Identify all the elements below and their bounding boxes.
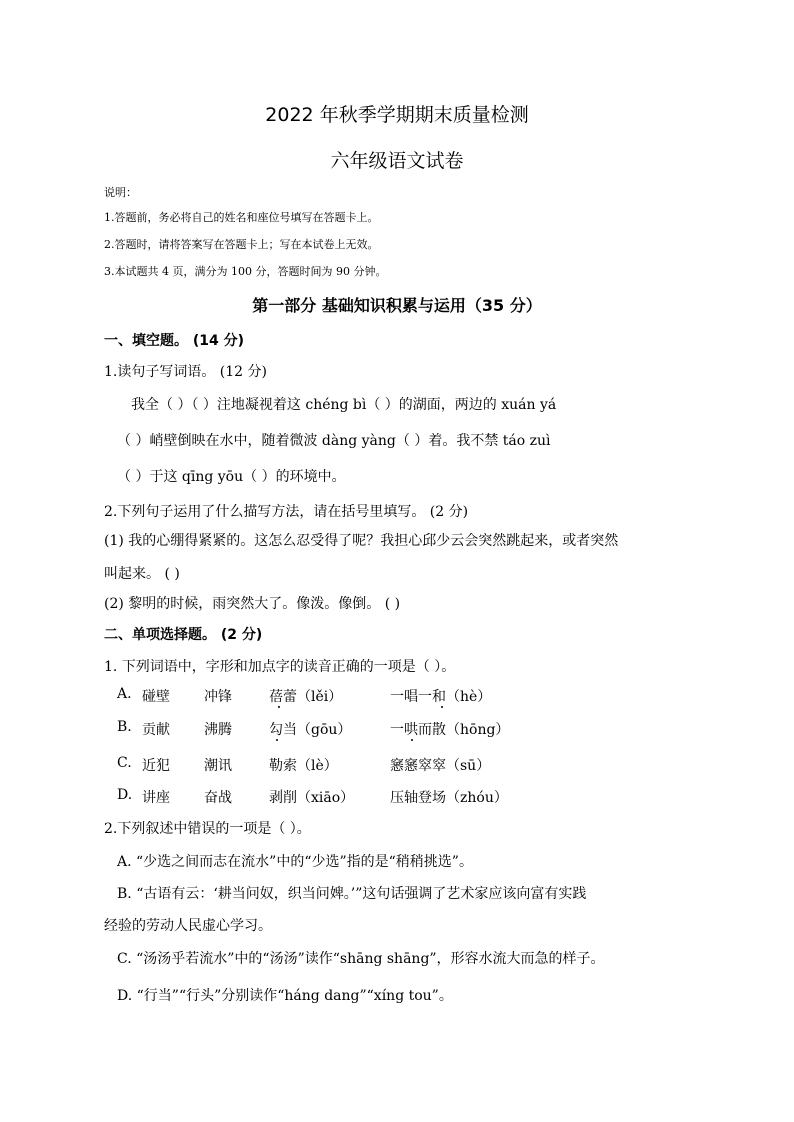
note-item: 3.本试题共 4 页，满分为 100 分，答题时间为 90 分钟。 [104, 265, 387, 278]
section-heading-fill-in: 一、填空题。 (14 分) [104, 333, 245, 349]
question-line: （ ）于这 qīng yōu（ ）的环境中。 [117, 469, 346, 485]
option-word: 近犯 [142, 758, 170, 774]
option-line: C. “汤汤乎若流水”中的“汤汤”读作“shāng shāng”，形容水流大而急的样子。 [117, 951, 605, 967]
option-word: 沸腾 [204, 722, 232, 738]
exam-subtitle: 六年级语文试卷 [330, 150, 464, 172]
option-line: A. “少选之间而志在流水”中的“少选”指的是“稍稍挑选”。 [117, 854, 473, 870]
note-item: 2.答题时，请将答案写在答题卡上；写在本试卷上无效。 [104, 238, 379, 251]
option-word: 讲座 [142, 790, 170, 806]
question-stem: 1.读句子写词语。 (12 分) [104, 364, 267, 380]
section-heading-single-choice: 二、单项选择题。 (2 分) [104, 627, 263, 643]
option-letter: D. [117, 787, 133, 803]
option-word: 勾当（gōu） [269, 722, 352, 738]
emphasis-dot [441, 706, 443, 708]
option-word: 蓓蕾（lěi） [269, 689, 343, 705]
option-letter: C. [117, 755, 132, 771]
question-stem: 2.下列叙述中错误的一项是（ ）。 [104, 821, 311, 837]
question-stem: 2.下列句子运用了什么描写方法，请在括号里填写。 (2 分) [104, 504, 469, 520]
option-word: 潮讯 [204, 758, 232, 774]
notes-label: 说明： [104, 186, 137, 199]
question-stem: 1. 下列词语中，字形和加点字的读音正确的一项是（ ）。 [104, 659, 456, 675]
question-line: 我全（ ）（ ）注地凝视着这 chéng bì（ ）的湖面，两边的 xuán yá [131, 397, 557, 413]
emphasis-dot [411, 739, 413, 741]
option-word: 窸窸窣窣（sū） [390, 758, 491, 774]
option-word: 冲锋 [204, 689, 232, 705]
question-item: (1) 我的心绷得紧紧的。这怎么忍受得了呢？我担心邱少云会突然跳起来，或者突然 [104, 533, 619, 549]
note-item: 1.答题前，务必将自己的姓名和座位号填写在答题卡上。 [104, 211, 379, 224]
option-line: B. “古语有云：‘耕当问奴，织当问婢。’”这句话强调了艺术家应该向富有实践 [117, 886, 587, 902]
option-word: 碰壁 [142, 689, 170, 705]
question-item: 叫起来。 ( ) [104, 566, 180, 582]
part-title: 第一部分 基础知识积累与运用（35 分） [252, 296, 542, 315]
question-item: (2) 黎明的时候，雨突然大了。像泼。像倒。 ( ) [104, 596, 401, 612]
option-letter: B. [117, 719, 132, 735]
emphasis-dot [278, 706, 280, 708]
exam-title: 2022 年秋季学期期末质量检测 [265, 104, 529, 126]
option-line: D. “行当”“行头”分别读作“háng dang”“xíng tou”。 [117, 988, 453, 1004]
option-word: 贡献 [142, 722, 170, 738]
option-word: 一唱一和（hè） [390, 689, 492, 705]
option-word: 剥削（xiāo） [269, 790, 355, 806]
option-letter: A. [117, 686, 132, 702]
emphasis-dot [276, 739, 278, 741]
option-word: 压轴登场（zhóu） [390, 790, 508, 806]
option-word: 一哄而散（hōng） [390, 722, 510, 738]
option-word: 勒索（lè） [269, 758, 338, 774]
option-word: 奋战 [204, 790, 232, 806]
question-line: （ ）峭壁倒映在水中，随着微波 dàng yàng（ ）着。我不禁 táo zuì [117, 433, 551, 449]
option-line: 经验的劳动人民虚心学习。 [104, 918, 272, 934]
